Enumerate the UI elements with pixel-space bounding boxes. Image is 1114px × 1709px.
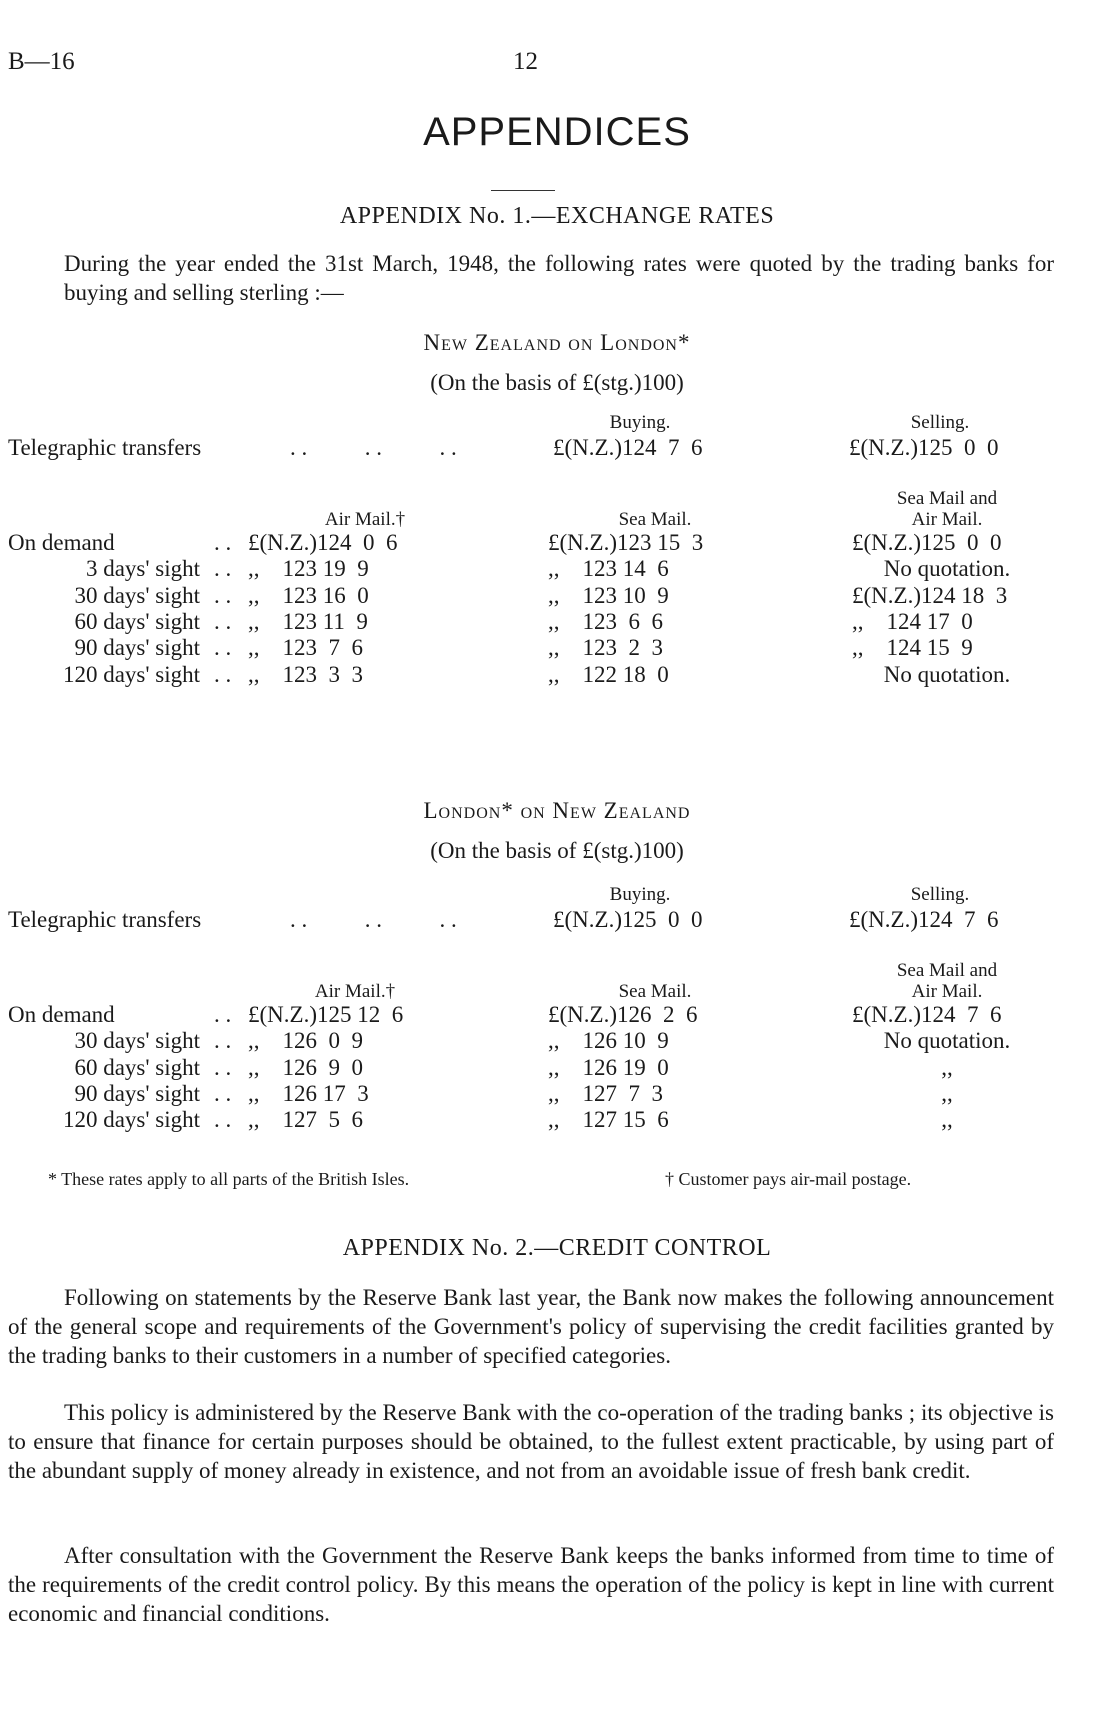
- ln-row-sea-air-mail: ,,: [941, 1080, 953, 1106]
- ln-row-sea-mail: ,, 126 10 9: [548, 1028, 669, 1054]
- ln-row-dots: . .: [214, 1054, 232, 1080]
- ln-row-sea-air-mail: £(N.Z.)124 7 6: [852, 1002, 1002, 1027]
- nz-col-seaair-line1: Sea Mail and: [896, 488, 998, 509]
- nz-row-sea-air-mail: £(N.Z.)124 18 3: [852, 582, 1008, 608]
- intro-text: During the year ended the 31st March, 1948, the following rates were quoted by the trading banks for buying and selling sterling :—: [64, 251, 1054, 305]
- nz-row-sea-air-mail: No quotation.: [883, 661, 1011, 687]
- nz-row-air-mail: ,, 123 19 9: [248, 556, 369, 582]
- footnote-dagger: † Customer pays air-mail postage.: [665, 1169, 912, 1189]
- nz-row-sea-mail: ,, 123 2 3: [548, 635, 663, 661]
- nz-row-label: 90 days' sight: [74, 635, 200, 661]
- page-number: 12: [513, 48, 538, 75]
- nz-row-sea-mail: ,, 123 10 9: [548, 582, 669, 608]
- ln-row-air-mail: ,, 126 17 3: [248, 1080, 369, 1106]
- nz-row-dots: . .: [214, 635, 232, 661]
- ln-col-selling: Selling.: [910, 884, 970, 905]
- title-divider: [491, 190, 555, 191]
- london-on-nz-basis: (On the basis of £(stg.)100): [430, 838, 684, 863]
- ln-col-buying: Buying.: [609, 884, 671, 905]
- nz-row-sea-air-mail: ,, 124 15 9: [852, 635, 973, 661]
- ln-col-seaair-line1: Sea Mail and: [896, 960, 998, 981]
- ln-row-sea-air-mail: ,,: [941, 1107, 953, 1133]
- nz-on-london-basis: (On the basis of £(stg.)100): [430, 370, 684, 395]
- nz-row-air-mail: ,, 123 11 9: [248, 608, 368, 634]
- ln-row-sea-air-mail: ,,: [941, 1054, 953, 1080]
- nz-row-label: On demand: [8, 530, 115, 555]
- appendix-1-heading: APPENDIX No. 1.—EXCHANGE RATES: [339, 203, 775, 229]
- nz-row-label: 120 days' sight: [62, 661, 200, 687]
- appendix-2-paragraph-2: This policy is administered by the Reserve Bank with the co-operation of the trading banks ; its objective is to ensure that finance for certain purposes should be obtained, to the fullest extent practicable, by using part of the abundant supply of money already in existence, and not from an avoidable issue of fresh bank credit.: [8, 1400, 1054, 1483]
- nz-row-sea-mail: ,, 123 6 6: [548, 608, 663, 634]
- ln-row-dots: . .: [214, 1107, 232, 1133]
- page-reference: B—16: [8, 48, 75, 75]
- ln-telegraphic-label: Telegraphic transfers: [8, 907, 202, 932]
- appendix-2-paragraph-3: After consultation with the Government the Reserve Bank keeps the banks informed from time to time of the requirements of the credit control policy. By this means the operation of the policy is kept in line with current economic and financial conditions.: [8, 1543, 1054, 1626]
- ln-row-label: 30 days' sight: [74, 1028, 200, 1054]
- ln-row-sea-mail: ,, 127 15 6: [548, 1107, 669, 1133]
- appendix-1-intro: [64, 249, 1054, 307]
- appendix-2-heading: APPENDIX No. 2.—CREDIT CONTROL: [342, 1235, 772, 1261]
- nz-row-sea-air-mail: ,, 124 17 0: [852, 608, 973, 634]
- nz-row-label: 60 days' sight: [74, 608, 200, 634]
- ln-telegraphic-selling: £(N.Z.)124 7 6: [849, 907, 999, 932]
- nz-row-sea-air-mail: £(N.Z.)125 0 0: [852, 530, 1002, 555]
- ln-row-sea-mail: £(N.Z.)126 2 6: [548, 1002, 698, 1027]
- nz-row-air-mail: ,, 123 3 3: [248, 661, 363, 687]
- ln-row-sea-air-mail: No quotation.: [883, 1028, 1011, 1054]
- nz-on-london-heading: New Zealand on London*: [423, 330, 691, 355]
- ln-row-air-mail: ,, 127 5 6: [248, 1107, 363, 1133]
- london-on-nz-heading: London* on New Zealand: [423, 798, 691, 823]
- nz-row-sea-mail: ,, 122 18 0: [548, 661, 669, 687]
- nz-row-air-mail: ,, 123 16 0: [248, 582, 369, 608]
- page-title: APPENDICES: [423, 110, 691, 154]
- nz-row-dots: . .: [214, 530, 232, 555]
- nz-row-label: 3 days' sight: [85, 556, 200, 582]
- nz-telegraphic-buying: £(N.Z.)124 7 6: [553, 435, 703, 460]
- nz-row-label: 30 days' sight: [74, 582, 200, 608]
- ln-row-label: 90 days' sight: [74, 1080, 200, 1106]
- nz-telegraphic-label: Telegraphic transfers: [8, 435, 202, 460]
- appendix-2-paragraph-1: Following on statements by the Reserve Bank last year, the Bank now makes the following announcement of the general scope and requirements of the Government's policy of supervising the credit facilities granted by the trading banks to their customers in a number of specified categories.: [8, 1285, 1054, 1368]
- nz-telegraphic-selling: £(N.Z.)125 0 0: [849, 435, 999, 460]
- nz-col-sea: Sea Mail.: [618, 509, 692, 530]
- nz-row-dots: . .: [214, 556, 232, 582]
- nz-row-dots: . .: [214, 661, 232, 687]
- nz-row-sea-mail: £(N.Z.)123 15 3: [548, 530, 704, 555]
- ln-row-air-mail: ,, 126 9 0: [248, 1054, 363, 1080]
- ln-telegraphic-dots: . . . . . .: [290, 907, 457, 932]
- ln-row-air-mail: ,, 126 0 9: [248, 1028, 363, 1054]
- ln-col-sea: Sea Mail.: [618, 981, 692, 1002]
- nz-row-dots: . .: [214, 608, 232, 634]
- ln-row-label: 60 days' sight: [74, 1054, 200, 1080]
- ln-row-sea-mail: ,, 127 7 3: [548, 1080, 663, 1106]
- ln-row-sea-mail: ,, 126 19 0: [548, 1054, 669, 1080]
- ln-row-label: On demand: [8, 1002, 115, 1027]
- ln-row-label: 120 days' sight: [62, 1107, 200, 1133]
- nz-row-air-mail: £(N.Z.)124 0 6: [248, 530, 398, 555]
- nz-col-selling: Selling.: [910, 412, 970, 433]
- nz-row-sea-air-mail: No quotation.: [883, 556, 1011, 582]
- footnote-star: * These rates apply to all parts of the British Isles.: [48, 1169, 410, 1189]
- nz-row-air-mail: ,, 123 7 6: [248, 635, 363, 661]
- ln-row-dots: . .: [214, 1002, 232, 1027]
- ln-telegraphic-buying: £(N.Z.)125 0 0: [553, 907, 703, 932]
- nz-col-air: Air Mail.†: [324, 509, 406, 530]
- nz-row-dots: . .: [214, 582, 232, 608]
- ln-col-air: Air Mail.†: [314, 981, 396, 1002]
- nz-telegraphic-dots: . . . . . .: [290, 435, 457, 460]
- ln-row-dots: . .: [214, 1028, 232, 1054]
- nz-col-seaair-line2: Air Mail.: [911, 509, 983, 530]
- ln-row-dots: . .: [214, 1080, 232, 1106]
- nz-row-sea-mail: ,, 123 14 6: [548, 556, 669, 582]
- ln-col-seaair-line2: Air Mail.: [911, 981, 983, 1002]
- ln-row-air-mail: £(N.Z.)125 12 6: [248, 1002, 404, 1027]
- nz-col-buying: Buying.: [609, 412, 671, 433]
